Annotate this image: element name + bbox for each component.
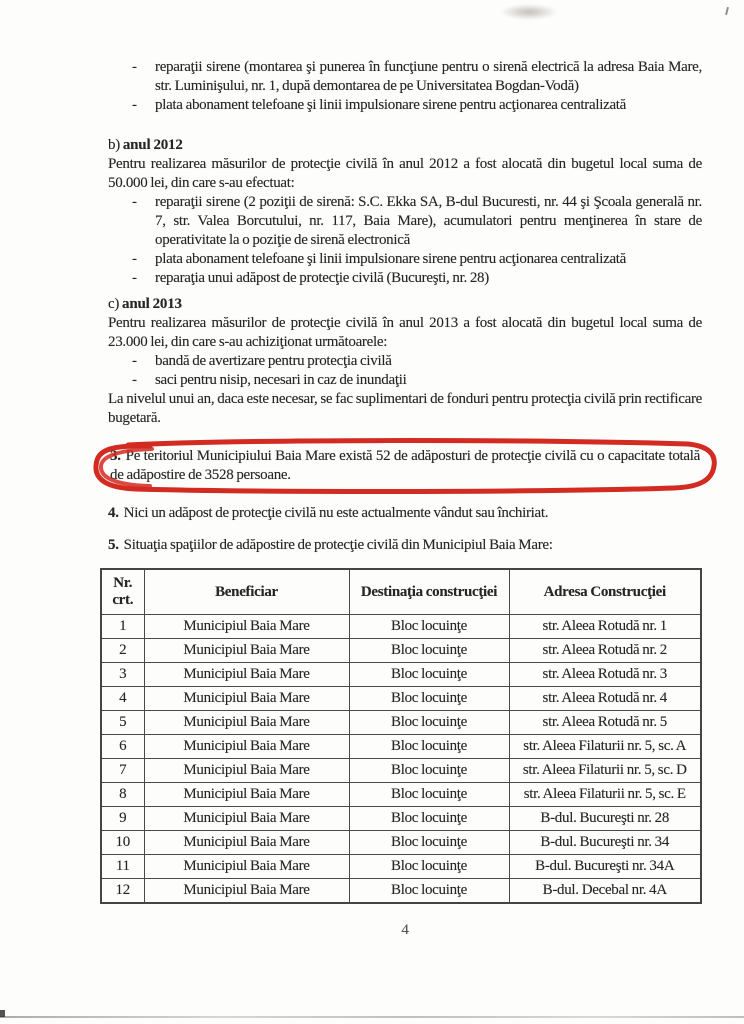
bullet-item — [132, 269, 702, 288]
bullet-text: bandă de avertizare pentru protecţia civilă — [155, 353, 392, 369]
cell-nr: 10 — [101, 831, 144, 855]
cell-destinatia: Bloc locuinţe — [349, 663, 509, 687]
header-beneficiar: Beneficiar — [144, 569, 349, 615]
cell-nr: 9 — [101, 807, 144, 831]
cell-beneficiar: Municipiul Baia Mare — [144, 855, 349, 879]
bullet-dash: - — [132, 372, 137, 388]
bullet-text: plata abonament telefoane şi linii impulsionare sirene pentru acţionarea centralizată — [155, 251, 627, 267]
bullet-text: plata abonament telefoane şi linii impulsionare sirene pentru acţionarea centralizată — [155, 97, 627, 113]
item-5-paragraph — [108, 536, 702, 555]
bullet-dash: - — [132, 251, 137, 267]
cell-adresa: str. Aleea Filaturii nr. 5, sc. E — [509, 783, 701, 807]
cell-adresa: B-dul. Decebal nr. 4A — [509, 879, 701, 904]
bullet-text: saci pentru nisip, necesari in caz de inundaţii — [155, 372, 407, 388]
cell-adresa: str. Aleea Rotudă nr. 5 — [509, 711, 701, 735]
cell-beneficiar: Municipiul Baia Mare — [144, 807, 349, 831]
bullet-item — [132, 96, 702, 115]
cell-destinatia: Bloc locuinţe — [349, 615, 509, 639]
cell-nr: 6 — [101, 735, 144, 759]
cell-adresa: B-dul. Bucureşti nr. 34A — [509, 855, 701, 879]
scan-mark — [725, 7, 729, 15]
section-c-heading — [108, 295, 702, 314]
section-b-bullet-list — [108, 193, 702, 288]
cell-beneficiar: Municipiul Baia Mare — [144, 615, 349, 639]
cell-adresa: str. Aleea Rotudă nr. 4 — [509, 687, 701, 711]
cell-nr: 1 — [101, 615, 144, 639]
section-b-paragraph: Pentru realizarea măsurilor de protecţie civilă în anul 2012 a fost alocată din bugetul local suma de 50.000 lei, din care s-au efectuat: — [108, 156, 702, 191]
section-b-heading — [108, 136, 702, 155]
heading-prefix: c) — [108, 296, 123, 312]
cell-destinatia: Bloc locuinţe — [349, 831, 509, 855]
bullet-text: reparaţii sirene (montarea şi punerea în funcţiune pentru o sirenă electrică la adresa Baia Mare, str. Luminişului, nr. 1, după demontarea de pe Universitatea Bogdan-Vodă) — [155, 59, 702, 94]
cell-nr: 8 — [101, 783, 144, 807]
section-c-closing: La nivelul unui an, daca este necesar, se fac suplimentari de fonduri pentru protecţia civilă prin rectificare bugetară. — [108, 391, 702, 426]
cell-nr: 11 — [101, 855, 144, 879]
cell-nr: 12 — [101, 879, 144, 904]
cell-adresa: B-dul. Bucureşti nr. 28 — [509, 807, 701, 831]
page-number: 4 — [401, 922, 409, 938]
cell-destinatia: Bloc locuinţe — [349, 759, 509, 783]
bullet-dash: - — [132, 194, 137, 210]
cell-beneficiar: Municipiul Baia Mare — [144, 687, 349, 711]
item-number: 3. — [110, 448, 121, 464]
table-row — [101, 687, 701, 711]
cell-adresa: str. Aleea Rotudă nr. 3 — [509, 663, 701, 687]
cell-beneficiar: Municipiul Baia Mare — [144, 831, 349, 855]
table-row — [101, 855, 701, 879]
bullet-item — [132, 250, 702, 269]
item-number: 5. — [108, 537, 119, 553]
cell-adresa: str. Aleea Filaturii nr. 5, sc. D — [509, 759, 701, 783]
cell-nr: 4 — [101, 687, 144, 711]
cell-nr: 3 — [101, 663, 144, 687]
item-4-paragraph — [108, 504, 702, 523]
bullet-text: reparaţia unui adăpost de protecţie civilă (Bucureşti, nr. 28) — [155, 270, 489, 286]
table-row — [101, 783, 701, 807]
cell-nr: 7 — [101, 759, 144, 783]
cell-beneficiar: Municipiul Baia Mare — [144, 879, 349, 904]
cell-beneficiar: Municipiul Baia Mare — [144, 783, 349, 807]
bullet-item — [132, 58, 702, 96]
shelters-table — [100, 568, 702, 904]
bullet-text: reparaţii sirene (2 poziţii de sirenă: S.C. Ekka SA, B-dul Bucuresti, nr. 44 şi Şcoala generală nr. 7, str. Valea Borcutului, nr. 117, Baia Mare), acumulatori pentru menţinerea în stare de operativitate la o poziţie de sirenă electronică — [155, 194, 702, 248]
cell-beneficiar: Municipiul Baia Mare — [144, 711, 349, 735]
item-text: Situaţia spaţiilor de adăpostire de protecţie civilă din Municipiul Baia Mare: — [123, 537, 553, 553]
table-header-row — [101, 569, 701, 615]
table-row — [101, 663, 701, 687]
cell-adresa: str. Aleea Rotudă nr. 2 — [509, 639, 701, 663]
bullet-dash: - — [132, 353, 137, 369]
cell-beneficiar: Municipiul Baia Mare — [144, 663, 349, 687]
cell-destinatia: Bloc locuinţe — [349, 687, 509, 711]
header-adresa: Adresa Construcţiei — [509, 569, 701, 615]
scan-corner-mark — [0, 1010, 5, 1017]
scan-smudge — [500, 4, 558, 20]
cell-nr: 5 — [101, 711, 144, 735]
table-row — [101, 735, 701, 759]
heading-prefix: b) — [108, 137, 123, 153]
cell-destinatia: Bloc locuinţe — [349, 879, 509, 904]
cell-beneficiar: Municipiul Baia Mare — [144, 639, 349, 663]
document-content — [108, 58, 702, 940]
cell-adresa: str. Aleea Filaturii nr. 5, sc. A — [509, 735, 701, 759]
scan-edge-line — [0, 1016, 744, 1018]
cell-beneficiar: Municipiul Baia Mare — [144, 759, 349, 783]
cell-nr: 2 — [101, 639, 144, 663]
cell-destinatia: Bloc locuinţe — [349, 735, 509, 759]
cell-beneficiar: Municipiul Baia Mare — [144, 735, 349, 759]
table-row — [101, 711, 701, 735]
header-nr-crt: Nr. crt. — [101, 569, 144, 615]
item-text: Nici un adăpost de protecţie civilă nu este actualmente vândut sau închiriat. — [123, 505, 549, 521]
intro-bullet-list — [108, 58, 702, 115]
cell-destinatia: Bloc locuinţe — [349, 711, 509, 735]
cell-destinatia: Bloc locuinţe — [349, 639, 509, 663]
table-row — [101, 615, 701, 639]
cell-destinatia: Bloc locuinţe — [349, 783, 509, 807]
cell-destinatia: Bloc locuinţe — [349, 807, 509, 831]
bullet-item — [132, 352, 702, 371]
item-3-paragraph — [110, 447, 700, 485]
heading-bold: anul 2012 — [122, 137, 183, 153]
item-number: 4. — [108, 505, 119, 521]
cell-adresa: str. Aleea Rotudă nr. 1 — [509, 615, 701, 639]
bullet-dash: - — [132, 59, 137, 75]
cell-adresa: B-dul. Bucureşti nr. 34 — [509, 831, 701, 855]
table-row — [101, 831, 701, 855]
section-c-paragraph: Pentru realizarea măsurilor de protecţie civilă în anul 2013 a fost alocată din bugetul local suma de 23.000 lei, din care s-au achiziţionat următoarele: — [108, 315, 702, 350]
table-row — [101, 639, 701, 663]
cell-destinatia: Bloc locuinţe — [349, 855, 509, 879]
bullet-dash: - — [132, 97, 137, 113]
item-3-highlighted — [108, 438, 702, 490]
item-text: Pe teritoriul Municipiului Baia Mare există 52 de adăposturi de protecţie civilă cu o capacitate totală de adăpostire de 3528 persoane. — [110, 448, 700, 483]
table-row — [101, 759, 701, 783]
heading-bold: anul 2013 — [122, 296, 182, 312]
table-row — [101, 879, 701, 904]
bullet-dash: - — [132, 270, 137, 286]
table-row — [101, 807, 701, 831]
header-destinatia: Destinaţia construcţiei — [349, 569, 509, 615]
bullet-item — [132, 193, 702, 250]
section-c-bullet-list — [108, 352, 702, 390]
bullet-item — [132, 371, 702, 390]
